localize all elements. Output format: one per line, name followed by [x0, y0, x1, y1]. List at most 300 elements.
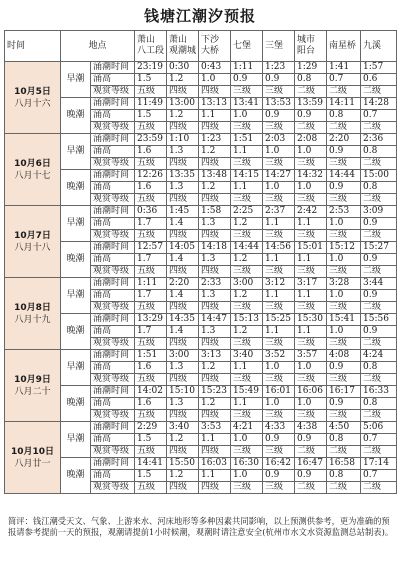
row-label-cell: 涌潮时间 — [91, 134, 135, 146]
row-label-cell: 观赏等级 — [91, 266, 135, 278]
value-cell: 1.1 — [295, 290, 327, 302]
value-cell: 1:57 — [361, 62, 397, 74]
table-row — [5, 350, 397, 362]
value-cell: 三级 — [263, 194, 295, 206]
value-cell: 1.2 — [199, 398, 231, 410]
value-cell: 23:59 — [135, 134, 167, 146]
value-cell: 3:53 — [199, 422, 231, 434]
value-cell: 四级 — [199, 194, 231, 206]
value-cell: 1.1 — [263, 218, 295, 230]
value-cell: 15:10 — [167, 386, 199, 398]
value-cell: 14:28 — [361, 98, 397, 110]
value-cell: 二级 — [361, 266, 397, 278]
tide-name-cell: 晚潮 — [61, 98, 91, 134]
value-cell: 0.8 — [327, 470, 361, 482]
tide-name-cell: 早潮 — [61, 422, 91, 458]
row-label-cell: 涌潮时间 — [91, 386, 135, 398]
row-label-cell: 观赏等级 — [91, 158, 135, 170]
row-label-cell: 观赏等级 — [91, 194, 135, 206]
tide-name-cell: 晚潮 — [61, 386, 91, 422]
value-cell: 1.1 — [295, 254, 327, 266]
value-cell: 五级 — [135, 230, 167, 242]
value-cell: 三级 — [263, 230, 295, 242]
value-cell: 3:44 — [361, 278, 397, 290]
value-cell: 17:14 — [361, 458, 397, 470]
value-cell: 3:57 — [295, 350, 327, 362]
tide-name-cell: 晚潮 — [61, 458, 91, 494]
value-cell: 1:45 — [167, 206, 199, 218]
value-cell: 三级 — [295, 374, 327, 386]
value-cell: 四级 — [199, 302, 231, 314]
value-cell: 1.2 — [167, 434, 199, 446]
date-label: 10月7日 — [14, 230, 51, 241]
value-cell: 16:03 — [199, 458, 231, 470]
value-cell: 二级 — [361, 230, 397, 242]
value-cell: 三级 — [327, 374, 361, 386]
table-row — [5, 134, 397, 146]
value-cell: 1.3 — [199, 290, 231, 302]
tide-name-cell: 早潮 — [61, 206, 91, 242]
value-cell: 三级 — [263, 446, 295, 458]
table-row — [5, 170, 397, 182]
value-cell: 三级 — [327, 230, 361, 242]
value-cell: 三级 — [327, 266, 361, 278]
value-cell: 0:36 — [135, 206, 167, 218]
date-cell — [5, 134, 61, 206]
value-cell: 1:10 — [167, 134, 199, 146]
value-cell: 14:02 — [135, 386, 167, 398]
value-cell: 三级 — [295, 302, 327, 314]
value-cell: 16:58 — [327, 458, 361, 470]
row-label-cell: 涌潮时间 — [91, 62, 135, 74]
value-cell: 三级 — [231, 302, 263, 314]
value-cell: 五级 — [135, 194, 167, 206]
value-cell: 1.1 — [263, 326, 295, 338]
value-cell: 1.3 — [199, 218, 231, 230]
lunar-date-label: 八月十六 — [14, 98, 51, 109]
value-cell: 3:40 — [167, 422, 199, 434]
table-row — [5, 62, 397, 74]
value-cell: 3:40 — [231, 350, 263, 362]
value-cell: 四级 — [167, 302, 199, 314]
value-cell: 四级 — [199, 230, 231, 242]
value-cell: 2:25 — [231, 206, 263, 218]
value-cell: 0.9 — [295, 470, 327, 482]
row-label-cell: 涌高 — [91, 110, 135, 122]
value-cell: 三级 — [263, 338, 295, 350]
value-cell: 0.8 — [361, 362, 397, 374]
value-cell: 0.9 — [327, 362, 361, 374]
value-cell: 1.5 — [135, 470, 167, 482]
row-label-cell: 涌潮时间 — [91, 422, 135, 434]
value-cell: 14:32 — [295, 170, 327, 182]
row-label-cell: 涌高 — [91, 434, 135, 446]
value-cell: 1.2 — [167, 110, 199, 122]
lunar-date-label: 八月十九 — [14, 314, 51, 325]
value-cell: 1.0 — [295, 182, 327, 194]
value-cell: 三级 — [231, 86, 263, 98]
value-cell: 1.6 — [135, 146, 167, 158]
value-cell: 1.3 — [167, 398, 199, 410]
value-cell: 三级 — [263, 122, 295, 134]
value-cell: 1.7 — [135, 254, 167, 266]
value-cell: 2:33 — [199, 278, 231, 290]
row-label-cell: 涌高 — [91, 146, 135, 158]
value-cell: 0.9 — [263, 110, 295, 122]
value-cell: 0.7 — [327, 74, 361, 86]
row-label-cell: 涌高 — [91, 218, 135, 230]
value-cell: 1:23 — [199, 134, 231, 146]
value-cell: 二级 — [361, 86, 397, 98]
value-cell: 四级 — [167, 86, 199, 98]
value-cell: 1.3 — [167, 182, 199, 194]
value-cell: 三级 — [263, 410, 295, 422]
value-cell: 1.1 — [295, 218, 327, 230]
value-cell: 1.3 — [199, 254, 231, 266]
value-cell: 1.3 — [167, 362, 199, 374]
loc-header-2: 下沙 大桥 — [199, 31, 231, 62]
value-cell: 14:41 — [135, 458, 167, 470]
value-cell: 五级 — [135, 374, 167, 386]
value-cell: 0.9 — [361, 326, 397, 338]
value-cell: 1.1 — [231, 182, 263, 194]
row-label-cell: 观赏等级 — [91, 338, 135, 350]
value-cell: 13:00 — [167, 98, 199, 110]
value-cell: 三级 — [327, 158, 361, 170]
value-cell: 15:30 — [295, 314, 327, 326]
value-cell: 1.0 — [327, 290, 361, 302]
date-label: 10月6日 — [14, 158, 51, 169]
value-cell: 15:25 — [263, 314, 295, 326]
value-cell: 13:29 — [135, 314, 167, 326]
value-cell: 四级 — [167, 374, 199, 386]
value-cell: 1.4 — [167, 254, 199, 266]
value-cell: 1.4 — [167, 326, 199, 338]
value-cell: 13:41 — [231, 98, 263, 110]
value-cell: 1.0 — [263, 362, 295, 374]
value-cell: 四级 — [199, 158, 231, 170]
value-cell: 3:00 — [167, 350, 199, 362]
value-cell: 4:50 — [327, 422, 361, 434]
row-label-cell: 观赏等级 — [91, 86, 135, 98]
value-cell: 16:42 — [263, 458, 295, 470]
value-cell: 四级 — [167, 158, 199, 170]
value-cell: 三级 — [295, 158, 327, 170]
value-cell: 三级 — [231, 230, 263, 242]
tide-name-cell: 早潮 — [61, 278, 91, 314]
value-cell: 3:09 — [361, 206, 397, 218]
value-cell: 四级 — [167, 266, 199, 278]
row-label-cell: 涌高 — [91, 326, 135, 338]
value-cell: 二级 — [361, 122, 397, 134]
loc-header-3: 七堡 — [231, 31, 263, 62]
value-cell: 0.8 — [295, 74, 327, 86]
value-cell: 0.9 — [295, 434, 327, 446]
table-row — [5, 98, 397, 110]
table-row — [5, 206, 397, 218]
value-cell: 0.6 — [361, 74, 397, 86]
header-row — [5, 31, 397, 62]
value-cell: 五级 — [135, 302, 167, 314]
row-label-cell: 涌潮时间 — [91, 98, 135, 110]
value-cell: 13:35 — [167, 170, 199, 182]
value-cell: 二级 — [361, 302, 397, 314]
row-label-cell: 涌高 — [91, 290, 135, 302]
value-cell: 五级 — [135, 446, 167, 458]
value-cell: 1.2 — [199, 362, 231, 374]
value-cell: 2:08 — [295, 134, 327, 146]
value-cell: 1.1 — [263, 254, 295, 266]
value-cell: 0.9 — [361, 290, 397, 302]
value-cell: 1.2 — [231, 218, 263, 230]
row-label-cell: 涌潮时间 — [91, 206, 135, 218]
value-cell: 二级 — [327, 86, 361, 98]
value-cell: 15:12 — [327, 242, 361, 254]
value-cell: 14:27 — [263, 170, 295, 182]
value-cell: 二级 — [361, 194, 397, 206]
tide-name-cell: 晚潮 — [61, 170, 91, 206]
value-cell: 四级 — [167, 194, 199, 206]
value-cell: 三级 — [295, 230, 327, 242]
tide-name-cell: 早潮 — [61, 350, 91, 386]
tide-table-body — [5, 62, 397, 494]
value-cell: 13:59 — [295, 98, 327, 110]
value-cell: 二级 — [327, 446, 361, 458]
value-cell: 三级 — [327, 410, 361, 422]
row-label-cell: 观赏等级 — [91, 482, 135, 494]
lunar-date-label: 八月十八 — [14, 242, 51, 253]
value-cell: 13:48 — [199, 170, 231, 182]
value-cell: 三级 — [231, 194, 263, 206]
row-label-cell: 观赏等级 — [91, 446, 135, 458]
value-cell: 三级 — [295, 410, 327, 422]
value-cell: 四级 — [167, 122, 199, 134]
value-cell: 五级 — [135, 266, 167, 278]
value-cell: 3:17 — [295, 278, 327, 290]
value-cell: 1.2 — [231, 326, 263, 338]
value-cell: 14:44 — [327, 170, 361, 182]
value-cell: 0.8 — [327, 110, 361, 122]
value-cell: 1:29 — [295, 62, 327, 74]
value-cell: 二级 — [295, 446, 327, 458]
value-cell: 0.8 — [361, 146, 397, 158]
value-cell: 二级 — [327, 482, 361, 494]
value-cell: 14:18 — [199, 242, 231, 254]
value-cell: 15:27 — [361, 242, 397, 254]
value-cell: 1.0 — [295, 362, 327, 374]
table-row — [5, 242, 397, 254]
value-cell: 二级 — [361, 446, 397, 458]
date-cell — [5, 206, 61, 278]
value-cell: 1.1 — [295, 326, 327, 338]
row-label-cell: 涌潮时间 — [91, 170, 135, 182]
value-cell: 15:01 — [295, 242, 327, 254]
value-cell: 2:29 — [135, 422, 167, 434]
value-cell: 5:06 — [361, 422, 397, 434]
value-cell: 0.8 — [361, 398, 397, 410]
value-cell: 1.0 — [327, 218, 361, 230]
value-cell: 1.7 — [135, 326, 167, 338]
value-cell: 14:47 — [199, 314, 231, 326]
value-cell: 0.8 — [327, 434, 361, 446]
value-cell: 1.7 — [135, 290, 167, 302]
value-cell: 四级 — [199, 446, 231, 458]
value-cell: 五级 — [135, 410, 167, 422]
value-cell: 1.6 — [135, 182, 167, 194]
loc-header-6: 南星桥 — [327, 31, 361, 62]
value-cell: 1:11 — [231, 62, 263, 74]
value-cell: 15:56 — [361, 314, 397, 326]
value-cell: 1.5 — [135, 110, 167, 122]
value-cell: 1.0 — [231, 470, 263, 482]
value-cell: 13:13 — [199, 98, 231, 110]
value-cell: 0.9 — [327, 146, 361, 158]
lunar-date-label: 八月十七 — [14, 170, 51, 181]
value-cell: 二级 — [361, 482, 397, 494]
value-cell: 2:20 — [167, 278, 199, 290]
value-cell: 1.1 — [231, 398, 263, 410]
value-cell: 4:33 — [263, 422, 295, 434]
value-cell: 二级 — [361, 374, 397, 386]
value-cell: 16:01 — [263, 386, 295, 398]
value-cell: 三级 — [231, 266, 263, 278]
value-cell: 0.9 — [361, 254, 397, 266]
value-cell: 0:43 — [199, 62, 231, 74]
value-cell: 0.9 — [327, 182, 361, 194]
location-header: 地点 — [61, 31, 135, 62]
value-cell: 1.2 — [167, 74, 199, 86]
value-cell: 1.2 — [167, 470, 199, 482]
value-cell: 1.2 — [231, 254, 263, 266]
value-cell: 三级 — [231, 374, 263, 386]
table-row — [5, 386, 397, 398]
value-cell: 15:41 — [327, 314, 361, 326]
value-cell: 1.1 — [199, 110, 231, 122]
value-cell: 14:56 — [263, 242, 295, 254]
value-cell: 0.7 — [361, 470, 397, 482]
value-cell: 1.3 — [167, 146, 199, 158]
value-cell: 三级 — [263, 86, 295, 98]
value-cell: 0.9 — [263, 74, 295, 86]
value-cell: 1.1 — [231, 362, 263, 374]
value-cell: 1:51 — [231, 134, 263, 146]
value-cell: 四级 — [199, 266, 231, 278]
row-label-cell: 观赏等级 — [91, 410, 135, 422]
value-cell: 4:08 — [327, 350, 361, 362]
value-cell: 2:37 — [263, 206, 295, 218]
value-cell: 0:30 — [167, 62, 199, 74]
value-cell: 1.2 — [199, 182, 231, 194]
row-label-cell: 涌高 — [91, 254, 135, 266]
table-row — [5, 458, 397, 470]
table-row — [5, 314, 397, 326]
tide-name-cell: 早潮 — [61, 62, 91, 98]
value-cell: 11:49 — [135, 98, 167, 110]
value-cell: 1.4 — [167, 290, 199, 302]
value-cell: 0.9 — [231, 74, 263, 86]
row-label-cell: 涌高 — [91, 398, 135, 410]
tide-name-cell: 早潮 — [61, 134, 91, 170]
lunar-date-label: 八月廿一 — [14, 458, 51, 469]
value-cell: 四级 — [167, 230, 199, 242]
value-cell: 14:44 — [231, 242, 263, 254]
value-cell: 16:47 — [295, 458, 327, 470]
value-cell: 五级 — [135, 482, 167, 494]
date-label: 10月5日 — [14, 86, 51, 97]
value-cell: 四级 — [199, 86, 231, 98]
value-cell: 四级 — [167, 446, 199, 458]
value-cell: 三级 — [327, 194, 361, 206]
loc-header-4: 三堡 — [263, 31, 295, 62]
value-cell: 16:06 — [295, 386, 327, 398]
value-cell: 3:12 — [263, 278, 295, 290]
value-cell: 1.6 — [135, 362, 167, 374]
value-cell: 0.7 — [361, 434, 397, 446]
tide-forecast-table — [4, 30, 397, 494]
row-label-cell: 涌潮时间 — [91, 314, 135, 326]
value-cell: 二级 — [361, 158, 397, 170]
value-cell: 1.0 — [263, 398, 295, 410]
value-cell: 3:00 — [231, 278, 263, 290]
value-cell: 14:05 — [167, 242, 199, 254]
loc-header-0: 萧山 八工段 — [135, 31, 167, 62]
value-cell: 1:11 — [135, 278, 167, 290]
value-cell: 三级 — [231, 158, 263, 170]
value-cell: 0.8 — [361, 182, 397, 194]
value-cell: 1.5 — [135, 434, 167, 446]
value-cell: 3:13 — [199, 350, 231, 362]
value-cell: 3:28 — [327, 278, 361, 290]
value-cell: 4:21 — [231, 422, 263, 434]
date-cell — [5, 350, 61, 422]
row-label-cell: 涌高 — [91, 362, 135, 374]
value-cell: 1.3 — [199, 326, 231, 338]
value-cell: 1.0 — [295, 398, 327, 410]
row-label-cell: 观赏等级 — [91, 374, 135, 386]
value-cell: 四级 — [167, 482, 199, 494]
value-cell: 1.5 — [135, 74, 167, 86]
date-cell — [5, 422, 61, 494]
value-cell: 0.9 — [263, 470, 295, 482]
value-cell: 2:03 — [263, 134, 295, 146]
date-label: 10月9日 — [14, 374, 51, 385]
value-cell: 三级 — [295, 266, 327, 278]
value-cell: 五级 — [135, 338, 167, 350]
value-cell: 三级 — [263, 302, 295, 314]
tide-name-cell: 晚潮 — [61, 242, 91, 278]
value-cell: 四级 — [167, 338, 199, 350]
row-label-cell: 涌高 — [91, 182, 135, 194]
value-cell: 1:51 — [135, 350, 167, 362]
value-cell: 2:53 — [327, 206, 361, 218]
value-cell: 三级 — [231, 338, 263, 350]
value-cell: 1.1 — [263, 290, 295, 302]
value-cell: 三级 — [295, 338, 327, 350]
row-label-cell: 观赏等级 — [91, 230, 135, 242]
value-cell: 0.9 — [295, 110, 327, 122]
row-label-cell: 观赏等级 — [91, 302, 135, 314]
value-cell: 16:30 — [231, 458, 263, 470]
row-label-cell: 涌潮时间 — [91, 458, 135, 470]
value-cell: 1.1 — [199, 434, 231, 446]
value-cell: 1.4 — [167, 218, 199, 230]
value-cell: 13:53 — [263, 98, 295, 110]
value-cell: 四级 — [199, 122, 231, 134]
value-cell: 1.0 — [327, 326, 361, 338]
date-label: 10月10日 — [10, 446, 55, 457]
value-cell: 4:24 — [361, 350, 397, 362]
value-cell: 1.1 — [199, 470, 231, 482]
